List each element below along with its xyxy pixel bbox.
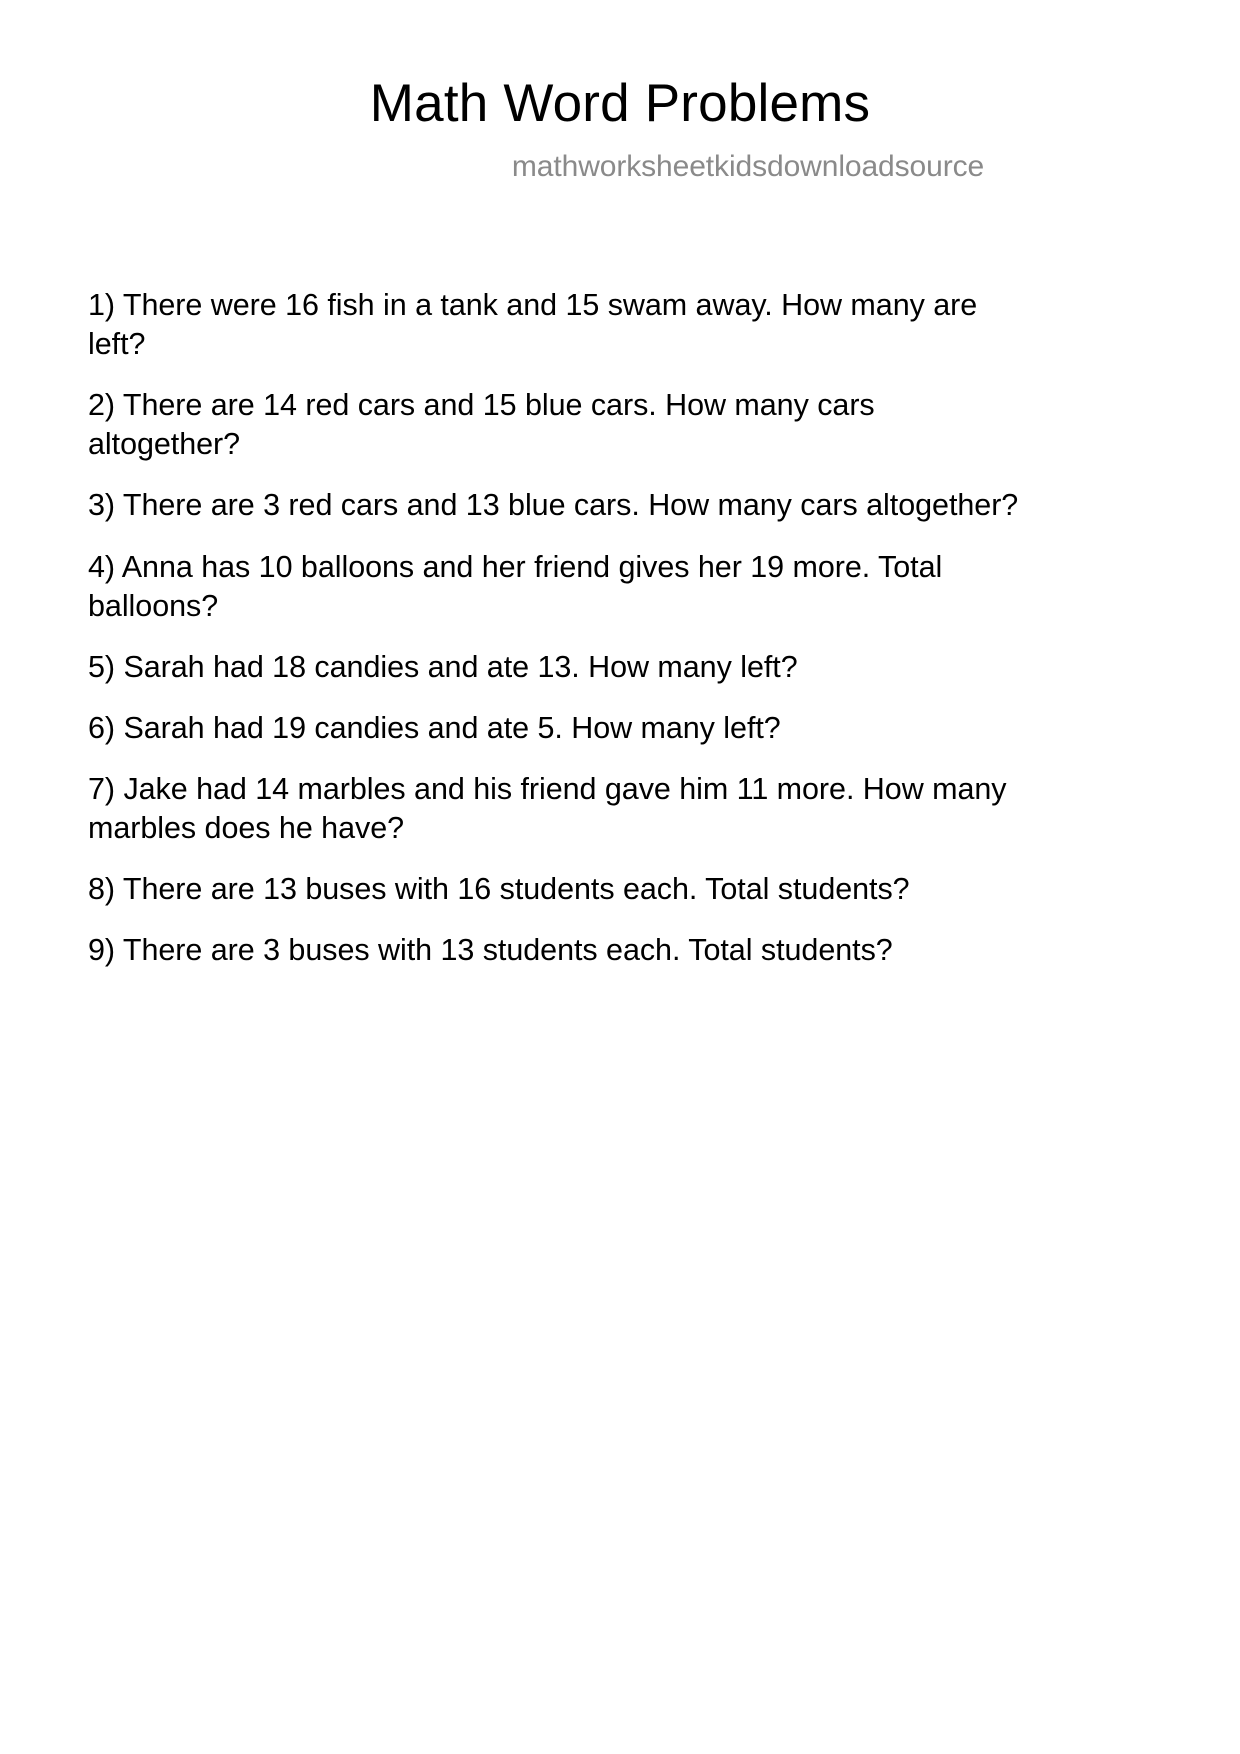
problem-item: 2) There are 14 red cars and 15 blue cars. How many cars altogether? (88, 388, 875, 462)
problem-item: 5) Sarah had 18 candies and ate 13. How many left? (88, 649, 798, 684)
problem-list (0, 286, 1240, 969)
subtitle-row (0, 149, 1240, 185)
problem-item: 9) There are 3 buses with 13 students each. Total students? (88, 932, 893, 967)
page-title: Math Word Problems (369, 74, 871, 133)
source-subtitle: mathworksheetkidsdownloadsource (511, 150, 985, 184)
problem-item: 8) There are 13 buses with 16 students each. Total students? (88, 871, 910, 906)
problem-item: 3) There are 3 red cars and 13 blue cars. How many cars altogether? (88, 488, 1019, 523)
problem-item: 7) Jake had 14 marbles and his friend gave him 11 more. How many marbles does he have? (88, 771, 1007, 845)
problem-item: 1) There were 16 fish in a tank and 15 swam away. How many are left? (88, 288, 978, 362)
worksheet-header (0, 0, 1240, 185)
problem-item: 6) Sarah had 19 candies and ate 5. How many left? (88, 710, 781, 745)
problem-item: 4) Anna has 10 balloons and her friend gives her 19 more. Total balloons? (88, 549, 943, 623)
